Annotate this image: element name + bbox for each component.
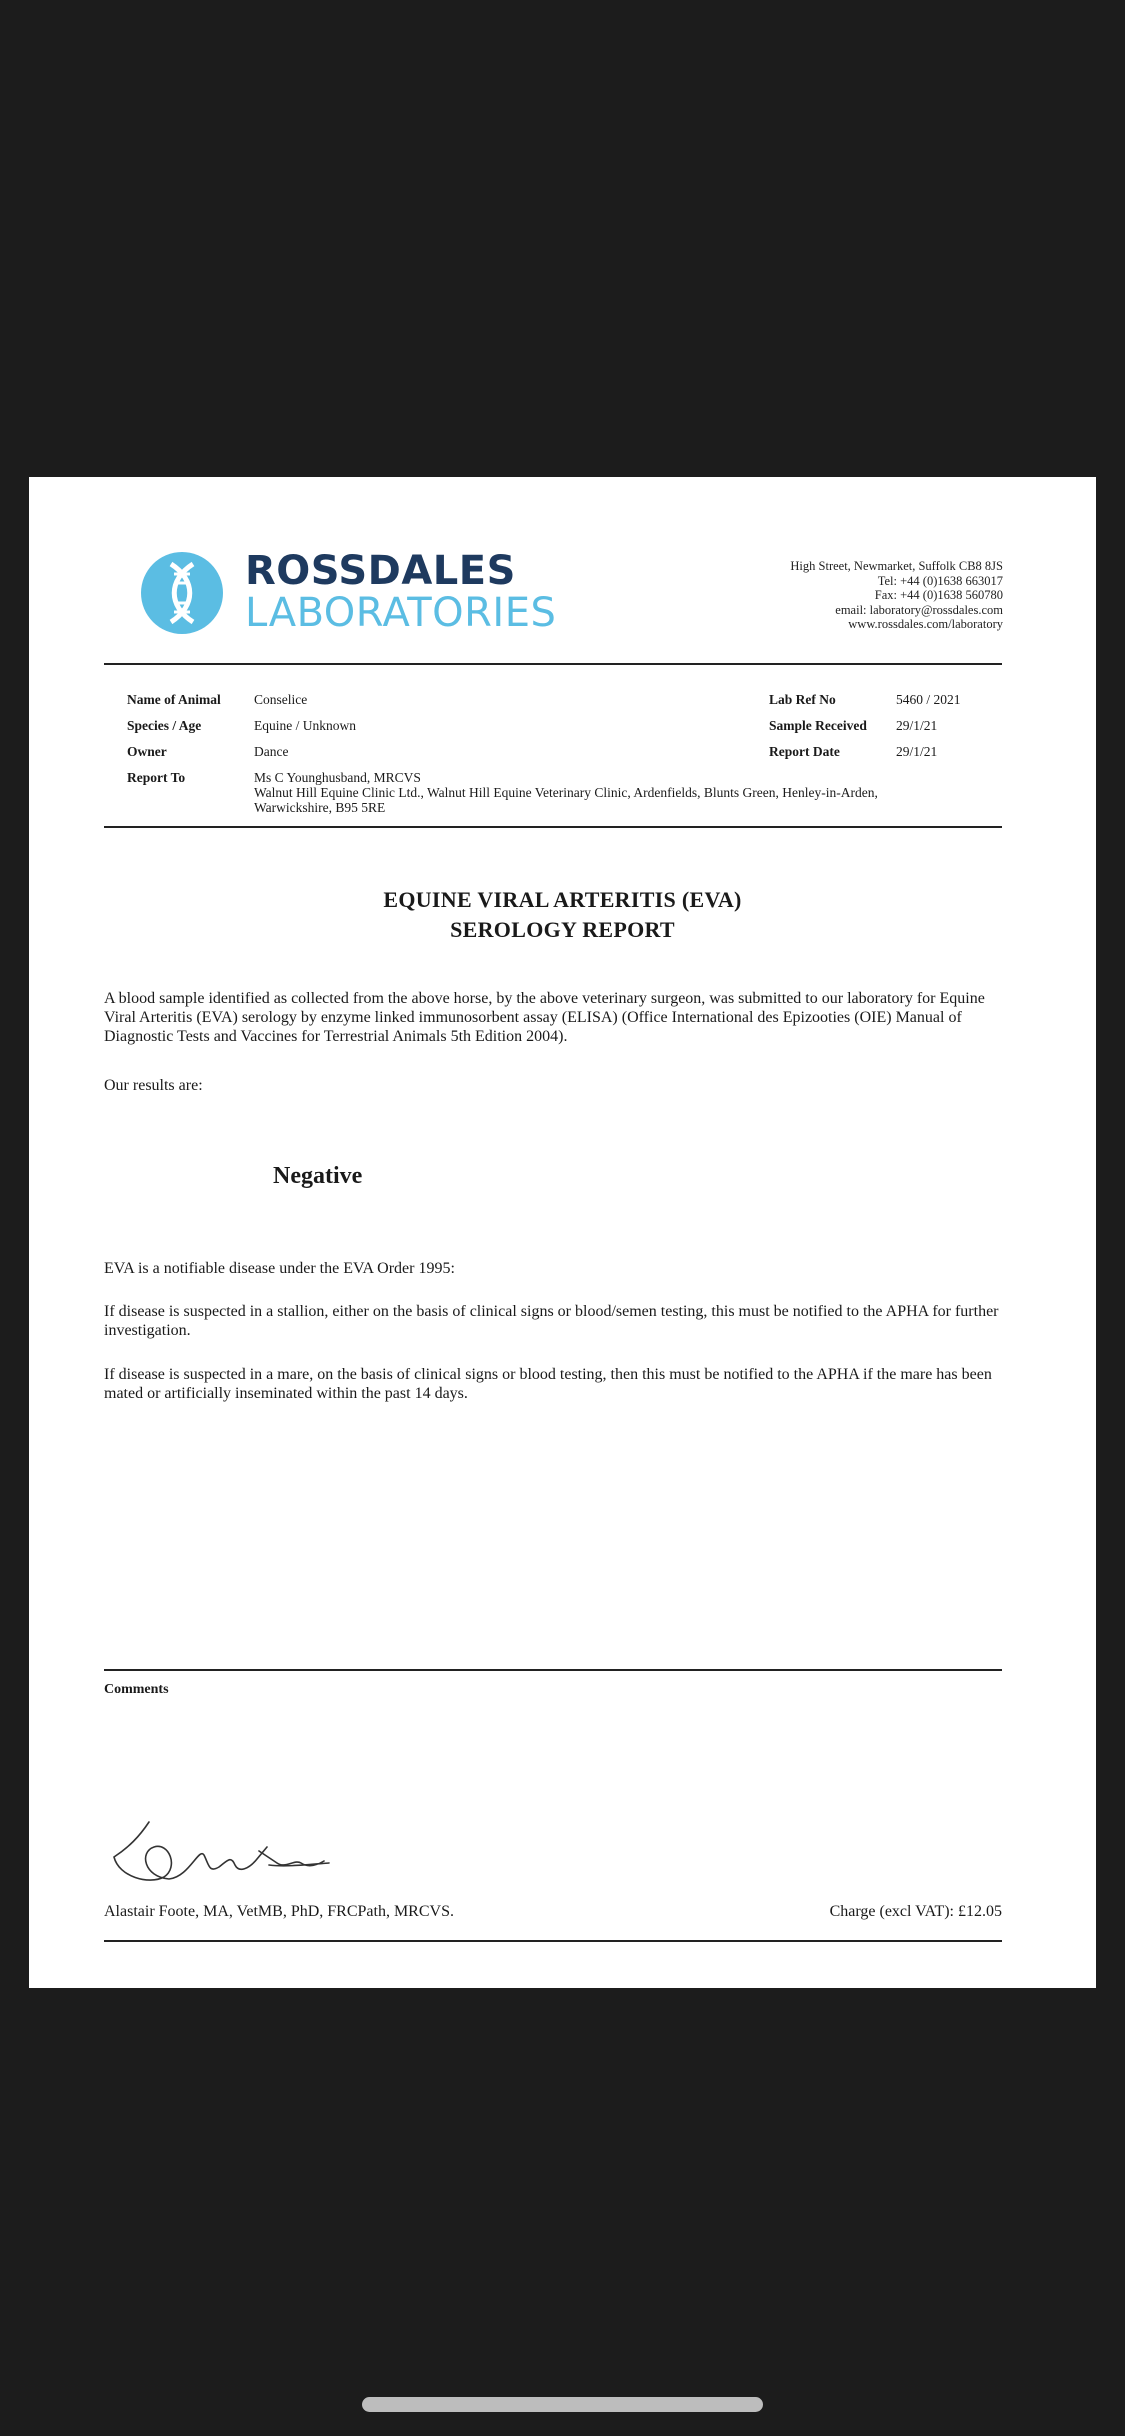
animal-label: Name of Animal <box>127 692 221 707</box>
lab-logo <box>141 548 611 642</box>
report-to-label: Report To <box>127 770 186 785</box>
charge-amount: Charge (excl VAT): £12.05 <box>829 1903 1002 1920</box>
address-line: email: laboratory@rossdales.com <box>835 602 1003 617</box>
brand-subname: LABORATORIES <box>245 590 557 636</box>
results-lead: Our results are: <box>104 1077 203 1094</box>
owner-label: Owner <box>127 744 167 759</box>
home-indicator[interactable] <box>362 2397 763 2412</box>
sample-received-value: 29/1/21 <box>896 718 938 733</box>
dna-helix-icon <box>141 552 223 634</box>
address-line: Fax: +44 (0)1638 560780 <box>874 588 1003 602</box>
report-to-line: Warwickshire, B95 5RE <box>254 800 386 815</box>
report-title <box>29 885 1096 945</box>
notifiable-notice: EVA is a notifiable disease under the EVA Order 1995: <box>104 1260 455 1277</box>
signer-name: Alastair Foote, MA, VetMB, PhD, FRCPath, MRCVS. <box>104 1903 454 1920</box>
result-value: Negative <box>273 1163 363 1189</box>
report-date-value: 29/1/21 <box>896 744 938 759</box>
comments-divider <box>104 1669 1002 1671</box>
report-to-line: Walnut Hill Equine Clinic Ltd., Walnut Hill Equine Veterinary Clinic, Ardenfields, Blunts Green, Henley-in-Arden, <box>254 785 878 800</box>
address-line: High Street, Newmarket, Suffolk CB8 8JS <box>790 559 1003 573</box>
report-page <box>29 477 1096 1988</box>
species-value: Equine / Unknown <box>254 718 356 733</box>
title-line: EQUINE VIRAL ARTERITIS (EVA) <box>383 887 742 912</box>
report-date-label: Report Date <box>769 744 840 759</box>
signature-image <box>109 1807 369 1897</box>
report-to-line: Ms C Younghusband, MRCVS <box>254 770 421 785</box>
stallion-note: If disease is suspected in a stallion, either on the basis of clinical signs or blood/semen testing, this must be notified to the APHA for further investigation. <box>104 1303 999 1339</box>
sample-received-label: Sample Received <box>769 718 867 733</box>
address-line: www.rossdales.com/laboratory <box>848 617 1003 631</box>
lab-ref-label: Lab Ref No <box>769 692 836 707</box>
report-to-value <box>254 770 954 815</box>
info-divider <box>104 826 1002 828</box>
title-line: SEROLOGY REPORT <box>450 917 675 942</box>
animal-value: Conselice <box>254 692 308 707</box>
lab-ref-value: 5460 / 2021 <box>896 692 961 707</box>
address-line: Tel: +44 (0)1638 663017 <box>877 573 1003 588</box>
intro-paragraph: A blood sample identified as collected from the above horse, by the above veterinary surgeon, was submitted to our laboratory for Equine Viral Arteritis (EVA) serology by enzyme linked immunosorbent assay (ELISA) (Office International des Epizooties (OIE) Manual of Diagnostic Tests and Vaccines for Terrestrial Animals 5th Edition 2004). <box>104 990 985 1045</box>
species-label: Species / Age <box>127 718 202 733</box>
header-divider <box>104 663 1002 665</box>
footer-divider <box>104 1940 1002 1942</box>
comments-label: Comments <box>104 1682 169 1697</box>
owner-value: Dance <box>254 744 289 759</box>
lab-address <box>790 559 1003 632</box>
mare-note: If disease is suspected in a mare, on the basis of clinical signs or blood testing, then this must be notified to the APHA if the mare has been mated or artificially inseminated within the past 14 days. <box>104 1366 992 1402</box>
brand-name: ROSSDALES <box>245 548 516 594</box>
